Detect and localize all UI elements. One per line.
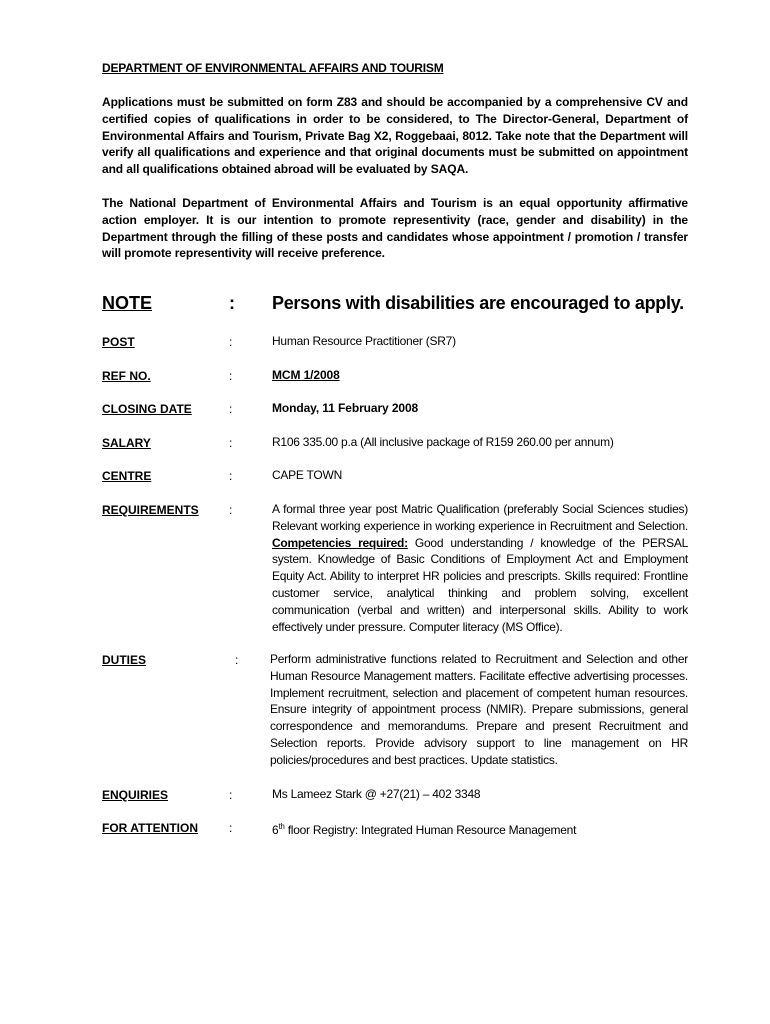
requirements-label: REQUIREMENTS bbox=[102, 503, 199, 517]
closing-date-value: Monday, 11 February 2008 bbox=[272, 401, 419, 415]
closing-date-colon: : bbox=[229, 402, 233, 416]
salary-value: R106 335.00 p.a (All inclusive package of R159 260.00 per annum) bbox=[272, 435, 614, 449]
duties-value: Perform administrative functions related to Recruitment and Selection and other Human Resource Management matters. Facilitate effective advertising processes. Implement recruitment, selection and placement of competent human resources. Ensure integrity of appointment process (NMIR). Prepare submissions, general correspondence and memorandums. Prepare and present Recruitment and Selection reports. Provide advisory support to line management on HR policies/procedures and best practices. Update statistics. bbox=[270, 652, 688, 767]
attention-label: FOR ATTENTION bbox=[102, 821, 198, 835]
salary-label: SALARY bbox=[102, 436, 151, 450]
closing-date-label: CLOSING DATE bbox=[102, 402, 192, 416]
duties-label: DUTIES bbox=[102, 653, 147, 667]
enquiries-value: Ms Lameez Stark @ +27(21) – 402 3348 bbox=[272, 787, 481, 801]
note-colon: : bbox=[229, 293, 235, 313]
requirements-colon: : bbox=[229, 503, 233, 517]
post-label: POST bbox=[102, 335, 135, 349]
requirements-value bbox=[272, 501, 688, 635]
attention-value bbox=[272, 819, 688, 839]
competencies-label: Competencies required: bbox=[272, 535, 408, 550]
attention-floor-number: 6 bbox=[272, 823, 279, 837]
post-colon: : bbox=[229, 335, 233, 349]
attention-floor-suffix: th bbox=[278, 822, 285, 831]
note-value: Persons with disabilities are encouraged to apply. bbox=[272, 293, 684, 313]
ref-colon: : bbox=[229, 369, 233, 383]
centre-label: CENTRE bbox=[102, 469, 152, 483]
attention-colon: : bbox=[229, 821, 233, 835]
requirements-text-after: Good understanding / knowledge of the PERSAL system. Knowledge of Basic Conditions of Employment Act and Employment Equity Act. Ability to interpret HR policies and prescripts. Skills required: Frontline customer service, analytical thinking and problem solving, excellent communication (verbal and written) and interpersonal skills. Ability to work effectively under pressure. Computer literacy (MS Office). bbox=[272, 535, 688, 634]
applications-paragraph: Applications must be submitted on form Z83 and should be accompanied by a comprehensive CV and certified copies of qualifications in order to be considered, to The Director-General, Department of Environmental Affairs and Tourism, Private Bag X2, Roggebaai, 8012. Take note that the Department will verify all qualifications and experience and that original documents must be submitted on appointment and all qualifications obtained abroad will be evaluated by SAQA. bbox=[102, 95, 688, 177]
department-title: DEPARTMENT OF ENVIRONMENTAL AFFAIRS AND TOURISM bbox=[102, 61, 444, 75]
salary-colon: : bbox=[229, 436, 233, 450]
ref-label: REF NO. bbox=[102, 369, 151, 383]
centre-value: CAPE TOWN bbox=[272, 468, 342, 482]
centre-colon: : bbox=[229, 469, 233, 483]
requirements-text-before: A formal three year post Matric Qualification (preferably Social Sciences studies) Relevant working experience in working experience in Recruitment and Selection. bbox=[272, 502, 688, 533]
note-label: NOTE bbox=[102, 293, 153, 313]
duties-colon: : bbox=[235, 653, 239, 667]
enquiries-label: ENQUIRIES bbox=[102, 788, 169, 802]
attention-floor-text: floor Registry: Integrated Human Resource Management bbox=[284, 823, 577, 837]
post-value: Human Resource Practitioner (SR7) bbox=[272, 334, 456, 348]
ref-value: MCM 1/2008 bbox=[272, 368, 340, 382]
equal-opportunity-paragraph: The National Department of Environmental Affairs and Tourism is an equal opportunity affirmative action employer. It is our intention to promote representivity (race, gender and disability) in the Department through the filling of these posts and candidates whose appointment / promotion / transfer will promote representivity will receive preference. bbox=[102, 196, 688, 261]
enquiries-colon: : bbox=[229, 788, 233, 802]
